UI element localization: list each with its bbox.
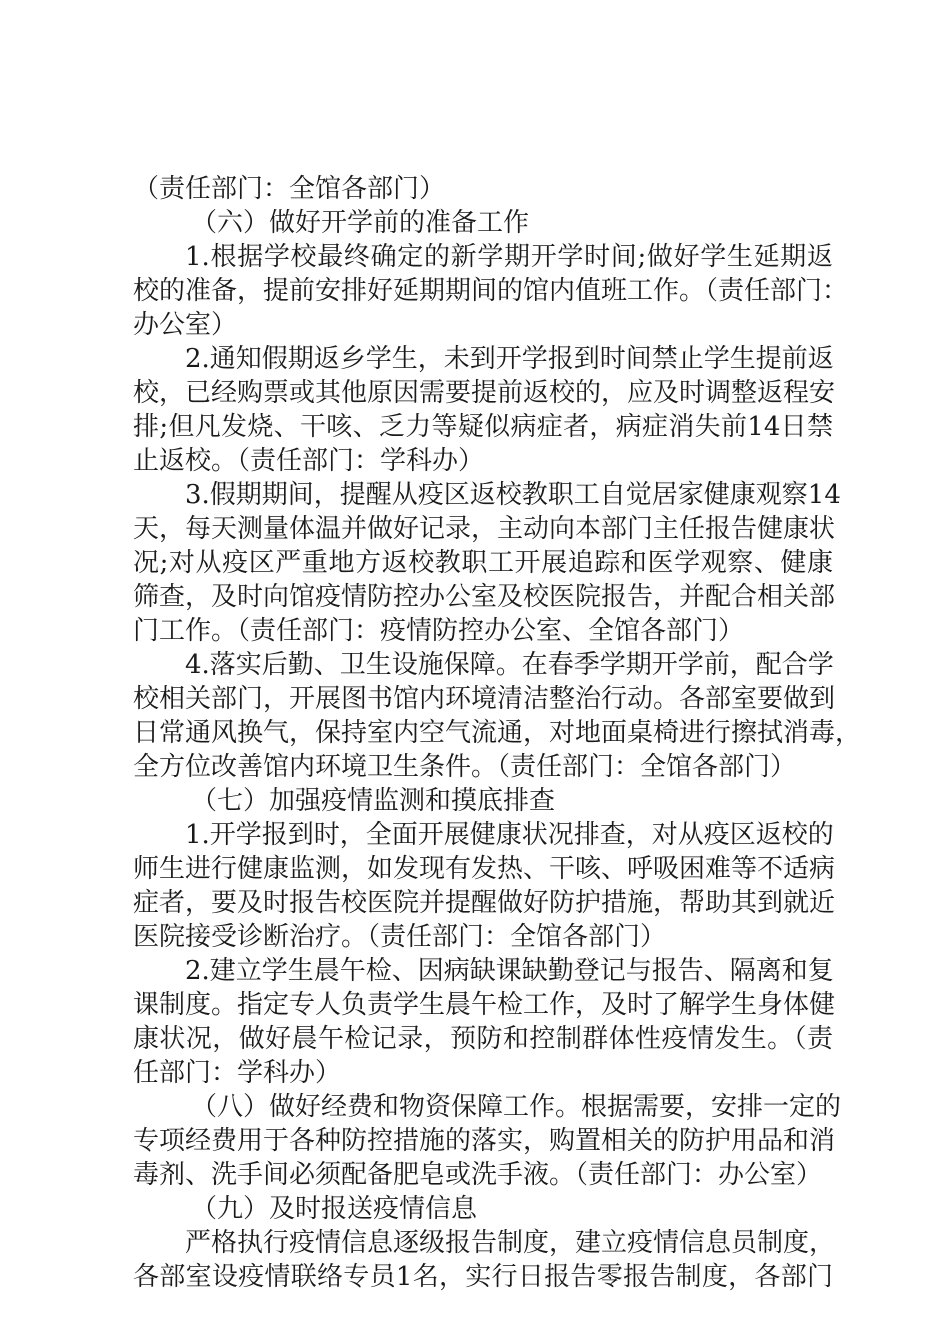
paragraph-line: 校相关部门，开展图书馆内环境清洁整治行动。各部室要做到 xyxy=(133,684,836,714)
paragraph-line: 况;对从疫区严重地方返校教职工开展追踪和医学观察、健康 xyxy=(133,548,833,578)
paragraph-line: 康状况，做好晨午检记录，预防和控制群体性疫情发生。（责 xyxy=(133,1024,833,1054)
document-page xyxy=(133,172,862,1294)
paragraph-line: 校，已经购票或其他原因需要提前返校的，应及时调整返程安 xyxy=(133,378,836,408)
paragraph-line: 1.根据学校最终确定的新学期开学时间;做好学生延期返 xyxy=(185,242,833,272)
paragraph-line: 全方位改善馆内环境卫生条件。（责任部门：全馆各部门） xyxy=(133,752,797,782)
section-heading: （九）及时报送疫情信息 xyxy=(191,1194,478,1224)
paragraph-line: （责任部门：全馆各部门） xyxy=(133,174,446,204)
paragraph-line: 天，每天测量体温并做好记录，主动向本部门主任报告健康状 xyxy=(133,514,836,544)
paragraph-line: 师生进行健康监测，如发现有发热、干咳、呼吸困难等不适病 xyxy=(133,854,836,884)
paragraph-line: 门工作。（责任部门：疫情防控办公室、全馆各部门） xyxy=(133,616,745,646)
paragraph-line: 2.通知假期返乡学生，未到开学报到时间禁止学生提前返 xyxy=(185,344,834,374)
section-heading: （八）做好经费和物资保障工作。根据需要，安排一定的 xyxy=(191,1092,842,1122)
paragraph-line: 筛查，及时向馆疫情防控办公室及校医院报告，并配合相关部 xyxy=(133,582,836,612)
paragraph-line: 医院接受诊断治疗。（责任部门：全馆各部门） xyxy=(133,922,667,952)
paragraph-line: 止返校。（责任部门：学科办） xyxy=(133,446,485,476)
section-heading: （六）做好开学前的准备工作 xyxy=(191,208,530,238)
paragraph-line: 各部室设疫情联络专员1名，实行日报告零报告制度，各部门 xyxy=(133,1262,833,1292)
paragraph-line: 校的准备，提前安排好延期期间的馆内值班工作。（责任部门： xyxy=(133,276,849,306)
paragraph-line: 任部门：学科办） xyxy=(133,1058,342,1088)
paragraph-line: 4.落实后勤、卫生设施保障。在春季学期开学前，配合学 xyxy=(185,650,834,680)
paragraph-line: 症者，要及时报告校医院并提醒做好防护措施，帮助其到就近 xyxy=(133,888,836,918)
paragraph-line: 日常通风换气，保持室内空气流通，对地面桌椅进行擦拭消毒， xyxy=(133,718,862,748)
paragraph-line: 2.建立学生晨午检、因病缺课缺勤登记与报告、隔离和复 xyxy=(185,956,834,986)
paragraph-line: 严格执行疫情信息逐级报告制度，建立疫情信息员制度， xyxy=(185,1228,836,1258)
paragraph-line: 排;但凡发烧、干咳、乏力等疑似病症者，病症消失前14日禁 xyxy=(133,412,833,442)
paragraph-line: 办公室） xyxy=(133,310,238,340)
paragraph-line: 1.开学报到时，全面开展健康状况排查，对从疫区返校的 xyxy=(185,820,834,850)
section-heading: （七）加强疫情监测和摸底排查 xyxy=(191,786,556,816)
paragraph-line: 毒剂、洗手间必须配备肥皂或洗手液。（责任部门：办公室） xyxy=(133,1160,823,1190)
paragraph-line: 课制度。指定专人负责学生晨午检工作，及时了解学生身体健 xyxy=(133,990,836,1020)
paragraph-line: 专项经费用于各种防控措施的落实，购置相关的防护用品和消 xyxy=(133,1126,836,1156)
paragraph-line: 3.假期期间，提醒从疫区返校教职工自觉居家健康观察14 xyxy=(185,480,841,510)
